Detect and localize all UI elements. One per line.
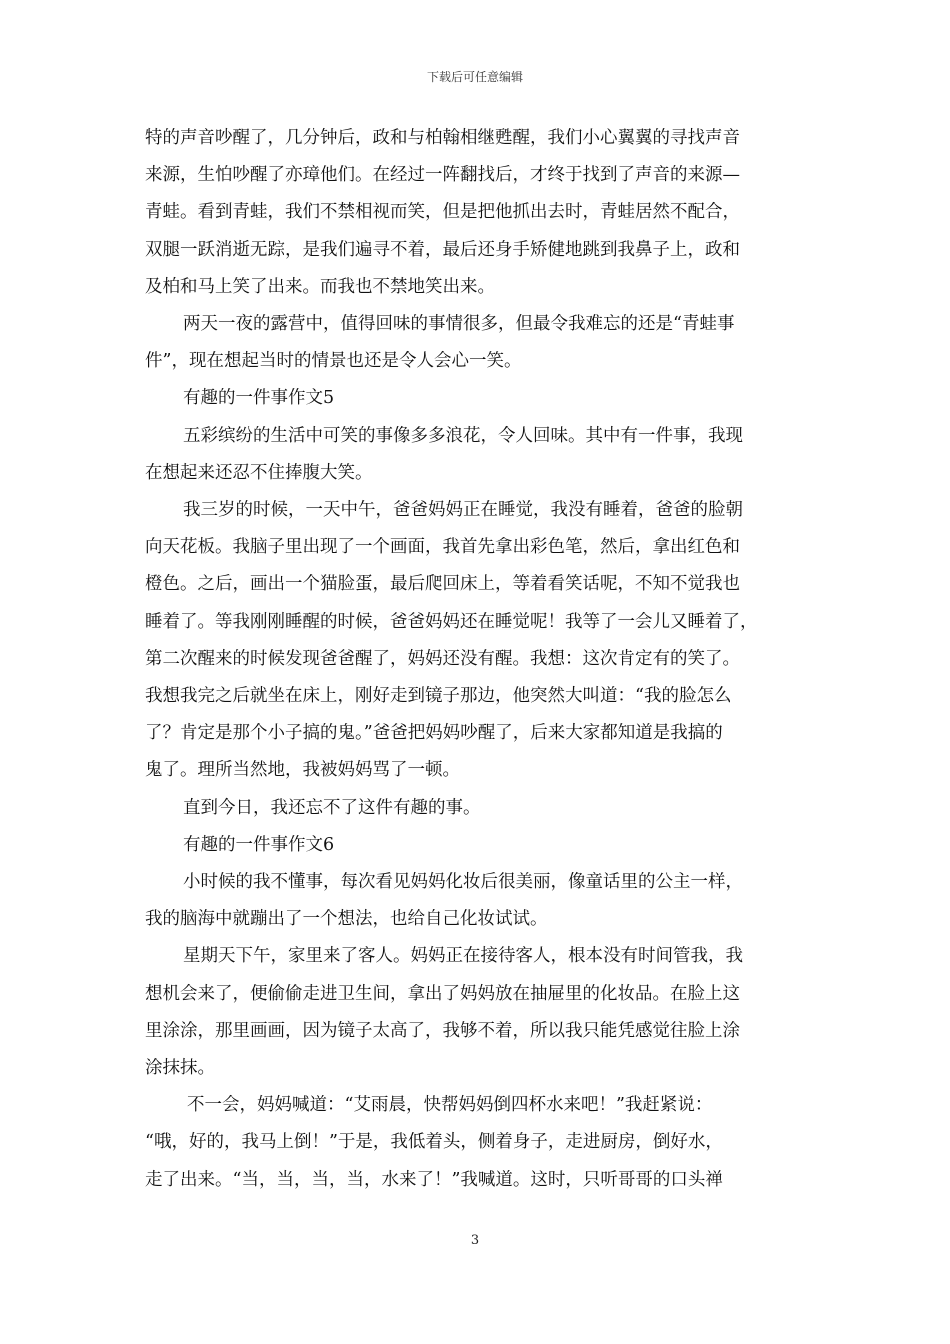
text-line: 不一会，妈妈喊道：“艾雨晨，快帮妈妈倒四杯水来吧！”我赶紧说：	[187, 1095, 713, 1116]
text-line: 双腿一跃消逝无踪，是我们遍寻不着，最后还身手矫健地跳到我鼻子上，政和	[145, 239, 740, 260]
section-heading: 有趣的一件事作文5	[183, 388, 335, 409]
document-body	[145, 120, 810, 1199]
text-line: 想机会来了，便偷偷走进卫生间，拿出了妈妈放在抽屉里的化妆品。在脸上这	[145, 983, 740, 1004]
text-line: 第二次醒来的时候发现爸爸醒了，妈妈还没有醒。我想：这次肯定有的笑了。	[145, 648, 740, 669]
text-line: 里涂涂，那里画画，因为镜子太高了，我够不着，所以我只能凭感觉往脸上涂	[145, 1020, 740, 1041]
text-line: 特的声音吵醒了，几分钟后，政和与柏翰相继甦醒，我们小心翼翼的寻找声音	[145, 128, 740, 148]
text-line: 鬼了。理所当然地，我被妈妈骂了一顿。	[145, 760, 460, 781]
text-line: 我三岁的时候，一天中午，爸爸妈妈正在睡觉，我没有睡着，爸爸的脸朝	[183, 500, 743, 521]
text-line: 两天一夜的露营中，值得回味的事情很多，但最令我难忘的还是“青蛙事	[183, 314, 735, 335]
text-line: 我想我完之后就坐在床上，刚好走到镜子那边，他突然大叫道：“我的脸怎么	[145, 686, 732, 707]
text-line: 直到今日，我还忘不了这件有趣的事。	[183, 797, 481, 818]
text-line: 五彩缤纷的生活中可笑的事像多多浪花，令人回味。其中有一件事，我现	[183, 425, 743, 446]
text-line: 我的脑海中就蹦出了一个想法，也给自己化妆试试。	[145, 909, 548, 930]
text-line: 件”，现在想起当时的情景也还是令人会心一笑。	[145, 351, 522, 372]
text-line: 星期天下午，家里来了客人。妈妈正在接待客人，根本没有时间管我，我	[183, 946, 743, 967]
text-line: 青蛙。看到青蛙，我们不禁相视而笑，但是把他抓出去时，青蛙居然不配合，	[145, 202, 740, 223]
text-line: 涂抹抹。	[145, 1058, 215, 1079]
text-line: 橙色。之后，画出一个猫脸蛋，最后爬回床上，等着看笑话呢，不知不觉我也	[145, 574, 740, 595]
text-line: 向天花板。我脑子里出现了一个画面，我首先拿出彩色笔，然后，拿出红色和	[145, 537, 740, 558]
text-line: 来源，生怕吵醒了亦璋他们。在经过一阵翻找后，才终于找到了声音的来源—	[145, 165, 740, 186]
text-line: 走了出来。“当，当，当，当，水来了！”我喊道。这时，只听哥哥的口头禅	[145, 1169, 723, 1190]
page-header: 下载后可任意编辑	[426, 70, 523, 84]
text-line: 睡着了。等我刚刚睡醒的时候，爸爸妈妈还在睡觉呢！我等了一会儿又睡着了，	[145, 611, 758, 632]
text-line: “哦，好的，我马上倒！”于是，我低着头，侧着身子，走进厨房，倒好水，	[145, 1132, 723, 1153]
section-heading: 有趣的一件事作文6	[183, 834, 335, 855]
text-line: 小时候的我不懂事，每次看见妈妈化妆后很美丽，像童话里的公主一样，	[183, 872, 743, 893]
text-line: 及柏和马上笑了出来。而我也不禁地笑出来。	[145, 276, 495, 297]
text-line: 在想起来还忍不住捧腹大笑。	[145, 462, 373, 483]
page-number: 3	[470, 1233, 480, 1248]
text-line: 了？肯定是那个小子搞的鬼。”爸爸把妈妈吵醒了，后来大家都知道是我搞的	[145, 723, 723, 744]
